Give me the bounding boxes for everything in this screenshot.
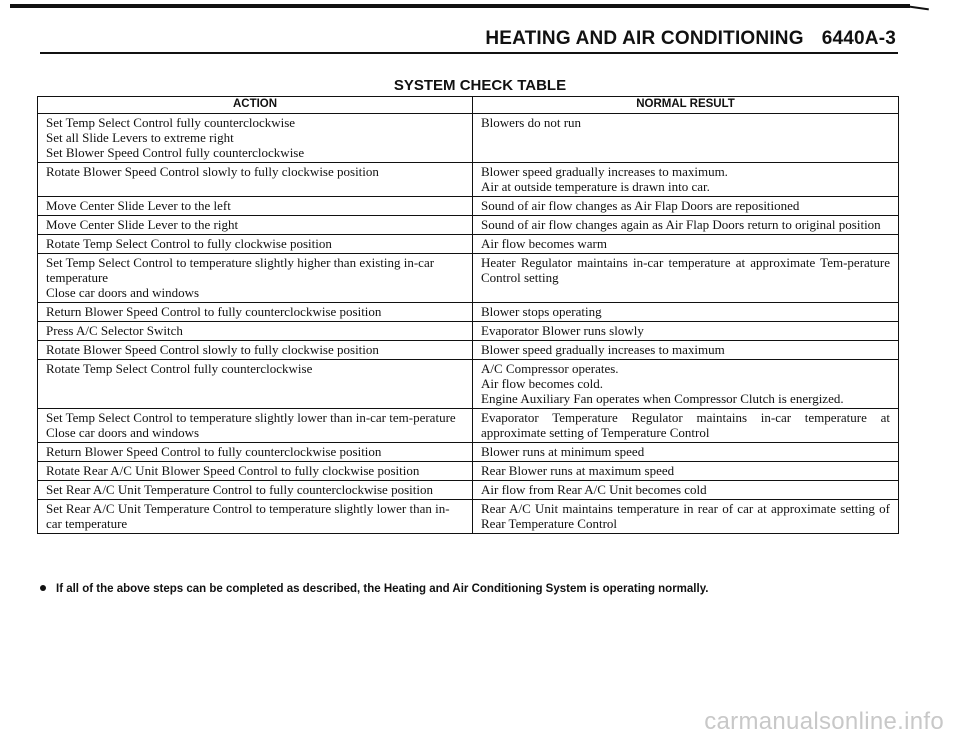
result-cell-line: Blower runs at minimum speed — [481, 444, 645, 459]
table-row — [38, 163, 899, 197]
table-row — [38, 443, 899, 462]
action-cell — [38, 216, 473, 235]
section-title: HEATING AND AIR CONDITIONING — [485, 28, 804, 49]
action-cell — [38, 322, 473, 341]
result-cell-line: Evaporator Blower runs slowly — [481, 323, 644, 338]
result-cell-line: Sound of air flow changes again as Air Flap Doors return to original position — [481, 217, 881, 232]
action-cell-line: Rotate Temp Select Control to fully clockwise position — [46, 236, 332, 251]
action-cell-line: Set Temp Select Control to temperature slightly higher than existing in-car temperature — [46, 255, 435, 285]
action-cell — [38, 163, 473, 197]
action-cell-line: Set Temp Select Control to temperature slightly lower than in-car tem-perature — [46, 410, 456, 425]
table-title: SYSTEM CHECK TABLE — [393, 77, 567, 94]
action-cell — [38, 481, 473, 500]
table-row — [38, 235, 899, 254]
action-cell-line: Press A/C Selector Switch — [46, 323, 183, 338]
action-cell — [38, 235, 473, 254]
result-cell — [473, 409, 899, 443]
action-cell-line: Set Blower Speed Control fully counterclockwise — [46, 145, 305, 160]
action-cell-line: Rotate Blower Speed Control slowly to fully clockwise position — [46, 164, 379, 179]
table-row — [38, 341, 899, 360]
action-cell — [38, 462, 473, 481]
result-cell — [473, 443, 899, 462]
result-cell-line: Sound of air flow changes as Air Flap Doors are repositioned — [481, 198, 800, 213]
result-cell-line: Rear Blower runs at maximum speed — [481, 463, 675, 478]
action-cell-line: Return Blower Speed Control to fully counterclockwise position — [46, 304, 382, 319]
action-cell-line: Set Rear A/C Unit Temperature Control to temperature slightly lower than in-car temperature — [46, 501, 450, 531]
result-cell-line: Blowers do not run — [481, 115, 582, 130]
header-rule — [40, 52, 898, 54]
action-cell — [38, 409, 473, 443]
table-row — [38, 409, 899, 443]
action-cell — [38, 360, 473, 409]
action-cell — [38, 254, 473, 303]
action-cell-line: Rotate Blower Speed Control slowly to fully clockwise position — [46, 342, 379, 357]
result-cell-line: Air flow becomes cold. — [481, 376, 604, 391]
table-row — [38, 322, 899, 341]
result-cell-line: A/C Compressor operates. — [481, 361, 619, 376]
action-cell-line: Move Center Slide Lever to the left — [46, 198, 231, 213]
result-cell — [473, 114, 899, 163]
result-cell — [473, 360, 899, 409]
action-cell-line: Rotate Temp Select Control fully counterclockwise — [46, 361, 313, 376]
result-cell-line: Evaporator Temperature Regulator maintains in-car temperature at approximate setting of Temperature Control — [481, 410, 890, 440]
result-cell-line: Heater Regulator maintains in-car temperature at approximate Tem-perature Control setting — [481, 255, 890, 285]
result-cell — [473, 163, 899, 197]
result-cell — [473, 303, 899, 322]
result-cell-line: Blower stops operating — [481, 304, 602, 319]
table-header-row — [38, 97, 899, 114]
result-cell — [473, 235, 899, 254]
system-check-table — [37, 96, 899, 534]
action-cell-line: Close car doors and windows — [46, 425, 200, 440]
result-cell — [473, 500, 899, 534]
result-cell-line: Engine Auxiliary Fan operates when Compressor Clutch is energized. — [481, 391, 844, 406]
result-cell — [473, 197, 899, 216]
result-cell-line: Rear A/C Unit maintains temperature in rear of car at approximate setting of Rear Temperature Control — [481, 501, 890, 531]
result-cell — [473, 341, 899, 360]
result-cell — [473, 254, 899, 303]
action-cell-line: Move Center Slide Lever to the right — [46, 217, 239, 232]
page-code: 6440A-3 — [821, 28, 896, 49]
table-row — [38, 462, 899, 481]
top-rule — [10, 4, 910, 8]
watermark: carmanualsonline.info — [704, 708, 944, 735]
page-header — [485, 28, 896, 50]
table-body — [38, 114, 899, 534]
action-cell-line: Close car doors and windows — [46, 285, 200, 300]
table-row — [38, 481, 899, 500]
result-cell-line: Blower speed gradually increases to maximum — [481, 342, 725, 357]
table-row — [38, 500, 899, 534]
action-cell — [38, 197, 473, 216]
table-row — [38, 197, 899, 216]
action-cell — [38, 114, 473, 163]
action-cell-line: Return Blower Speed Control to fully counterclockwise position — [46, 444, 382, 459]
table-row — [38, 216, 899, 235]
bullet-icon — [40, 585, 46, 591]
column-header-action: ACTION — [38, 97, 473, 114]
result-cell — [473, 462, 899, 481]
table-row — [38, 254, 899, 303]
result-cell-line: Air flow from Rear A/C Unit becomes cold — [481, 482, 707, 497]
footnote-text: If all of the above steps can be completed as described, the Heating and Air Conditioning System is operating normally. — [56, 583, 709, 595]
action-cell-line: Set Rear A/C Unit Temperature Control to fully counterclockwise position — [46, 482, 433, 497]
action-cell — [38, 443, 473, 462]
action-cell — [38, 303, 473, 322]
result-cell — [473, 216, 899, 235]
result-cell-line: Air at outside temperature is drawn into car. — [481, 179, 710, 194]
action-cell — [38, 341, 473, 360]
table-row — [38, 114, 899, 163]
action-cell-line: Set all Slide Levers to extreme right — [46, 130, 234, 145]
footnote — [40, 583, 708, 595]
action-cell-line: Rotate Rear A/C Unit Blower Speed Control to fully clockwise position — [46, 463, 420, 478]
result-cell-line: Blower speed gradually increases to maximum. — [481, 164, 728, 179]
table-row — [38, 360, 899, 409]
column-header-normal-result: NORMAL RESULT — [473, 97, 899, 114]
table-row — [38, 303, 899, 322]
result-cell-line: Air flow becomes warm — [481, 236, 607, 251]
result-cell — [473, 481, 899, 500]
result-cell — [473, 322, 899, 341]
action-cell — [38, 500, 473, 534]
action-cell-line: Set Temp Select Control fully counterclockwise — [46, 115, 296, 130]
